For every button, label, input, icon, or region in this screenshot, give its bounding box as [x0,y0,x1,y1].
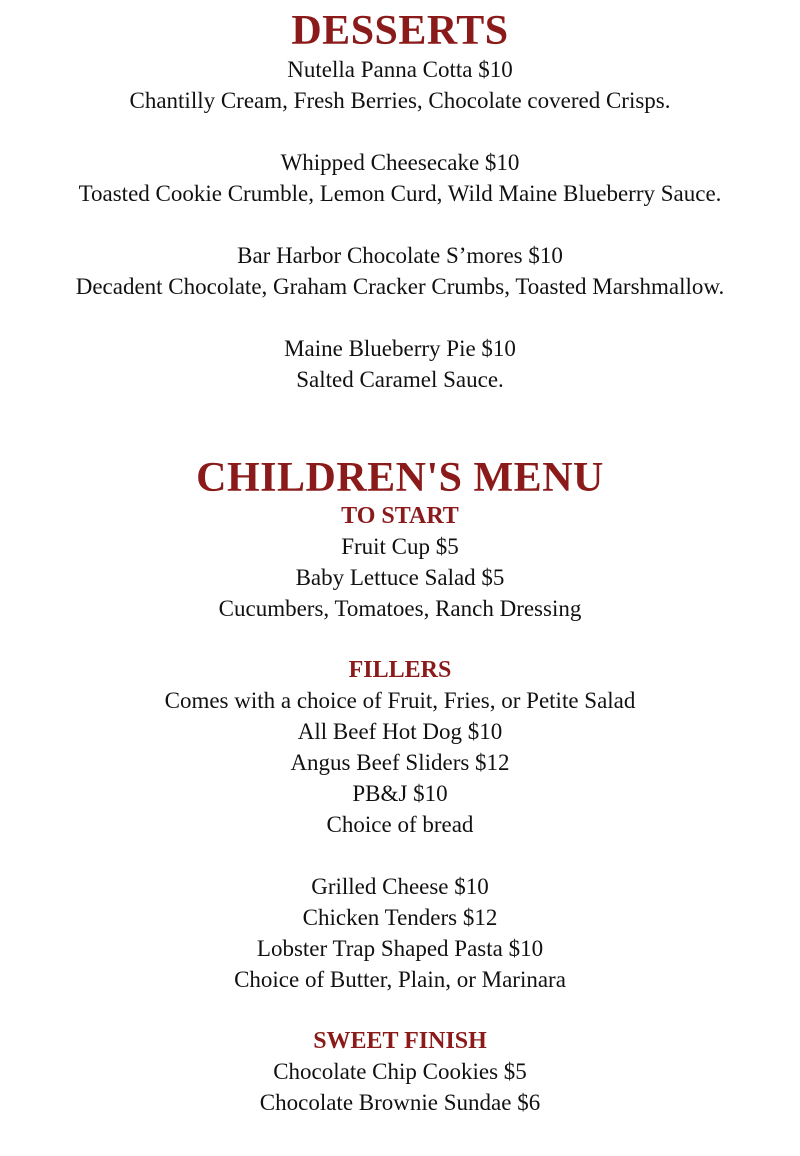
dessert-name: Bar Harbor Chocolate S’mores $10 [237,243,563,268]
menu-line: Fruit Cup $5 [341,534,459,559]
menu-line: Chicken Tenders $12 [302,905,498,930]
dessert-name: Whipped Cheesecake $10 [280,150,520,175]
dessert-item [0,333,800,395]
menu-line: Baby Lettuce Salad $5 [295,565,505,590]
menu-line: Cucumbers, Tomatoes, Ranch Dressing [218,596,582,621]
section-heading-sweet-finish: SWEET FINISH [313,1028,487,1054]
menu-line: Chocolate Chip Cookies $5 [273,1059,527,1084]
menu-line: All Beef Hot Dog $10 [297,719,503,744]
menu-line: PB&J $10 [352,781,448,806]
dessert-description: Chantilly Cream, Fresh Berries, Chocolate covered Crisps. [129,88,671,113]
dessert-item [0,54,800,116]
section-heading-fillers: FILLERS [348,657,452,683]
dessert-description: Toasted Cookie Crumble, Lemon Curd, Wild Maine Blueberry Sauce. [78,181,722,206]
dessert-item [0,147,800,209]
childrens-menu-title: CHILDREN'S MENU [196,455,604,501]
dessert-name: Nutella Panna Cotta $10 [287,57,513,82]
dessert-description: Decadent Chocolate, Graham Cracker Crumbs, Toasted Marshmallow. [75,274,725,299]
menu-line: Angus Beef Sliders $12 [290,750,510,775]
dessert-description: Salted Caramel Sauce. [296,367,504,392]
menu-line: Chocolate Brownie Sundae $6 [259,1090,541,1115]
dessert-item [0,240,800,302]
desserts-title: DESSERTS [291,8,509,54]
section-heading-to-start: TO START [341,503,459,529]
menu-line: Lobster Trap Shaped Pasta $10 [256,936,544,961]
menu-line: Choice of bread [326,812,474,837]
menu-line: Grilled Cheese $10 [311,874,489,899]
menu-line: Choice of Butter, Plain, or Marinara [234,967,566,992]
dessert-name: Maine Blueberry Pie $10 [284,336,516,361]
menu-line: Comes with a choice of Fruit, Fries, or Petite Salad [164,688,636,713]
